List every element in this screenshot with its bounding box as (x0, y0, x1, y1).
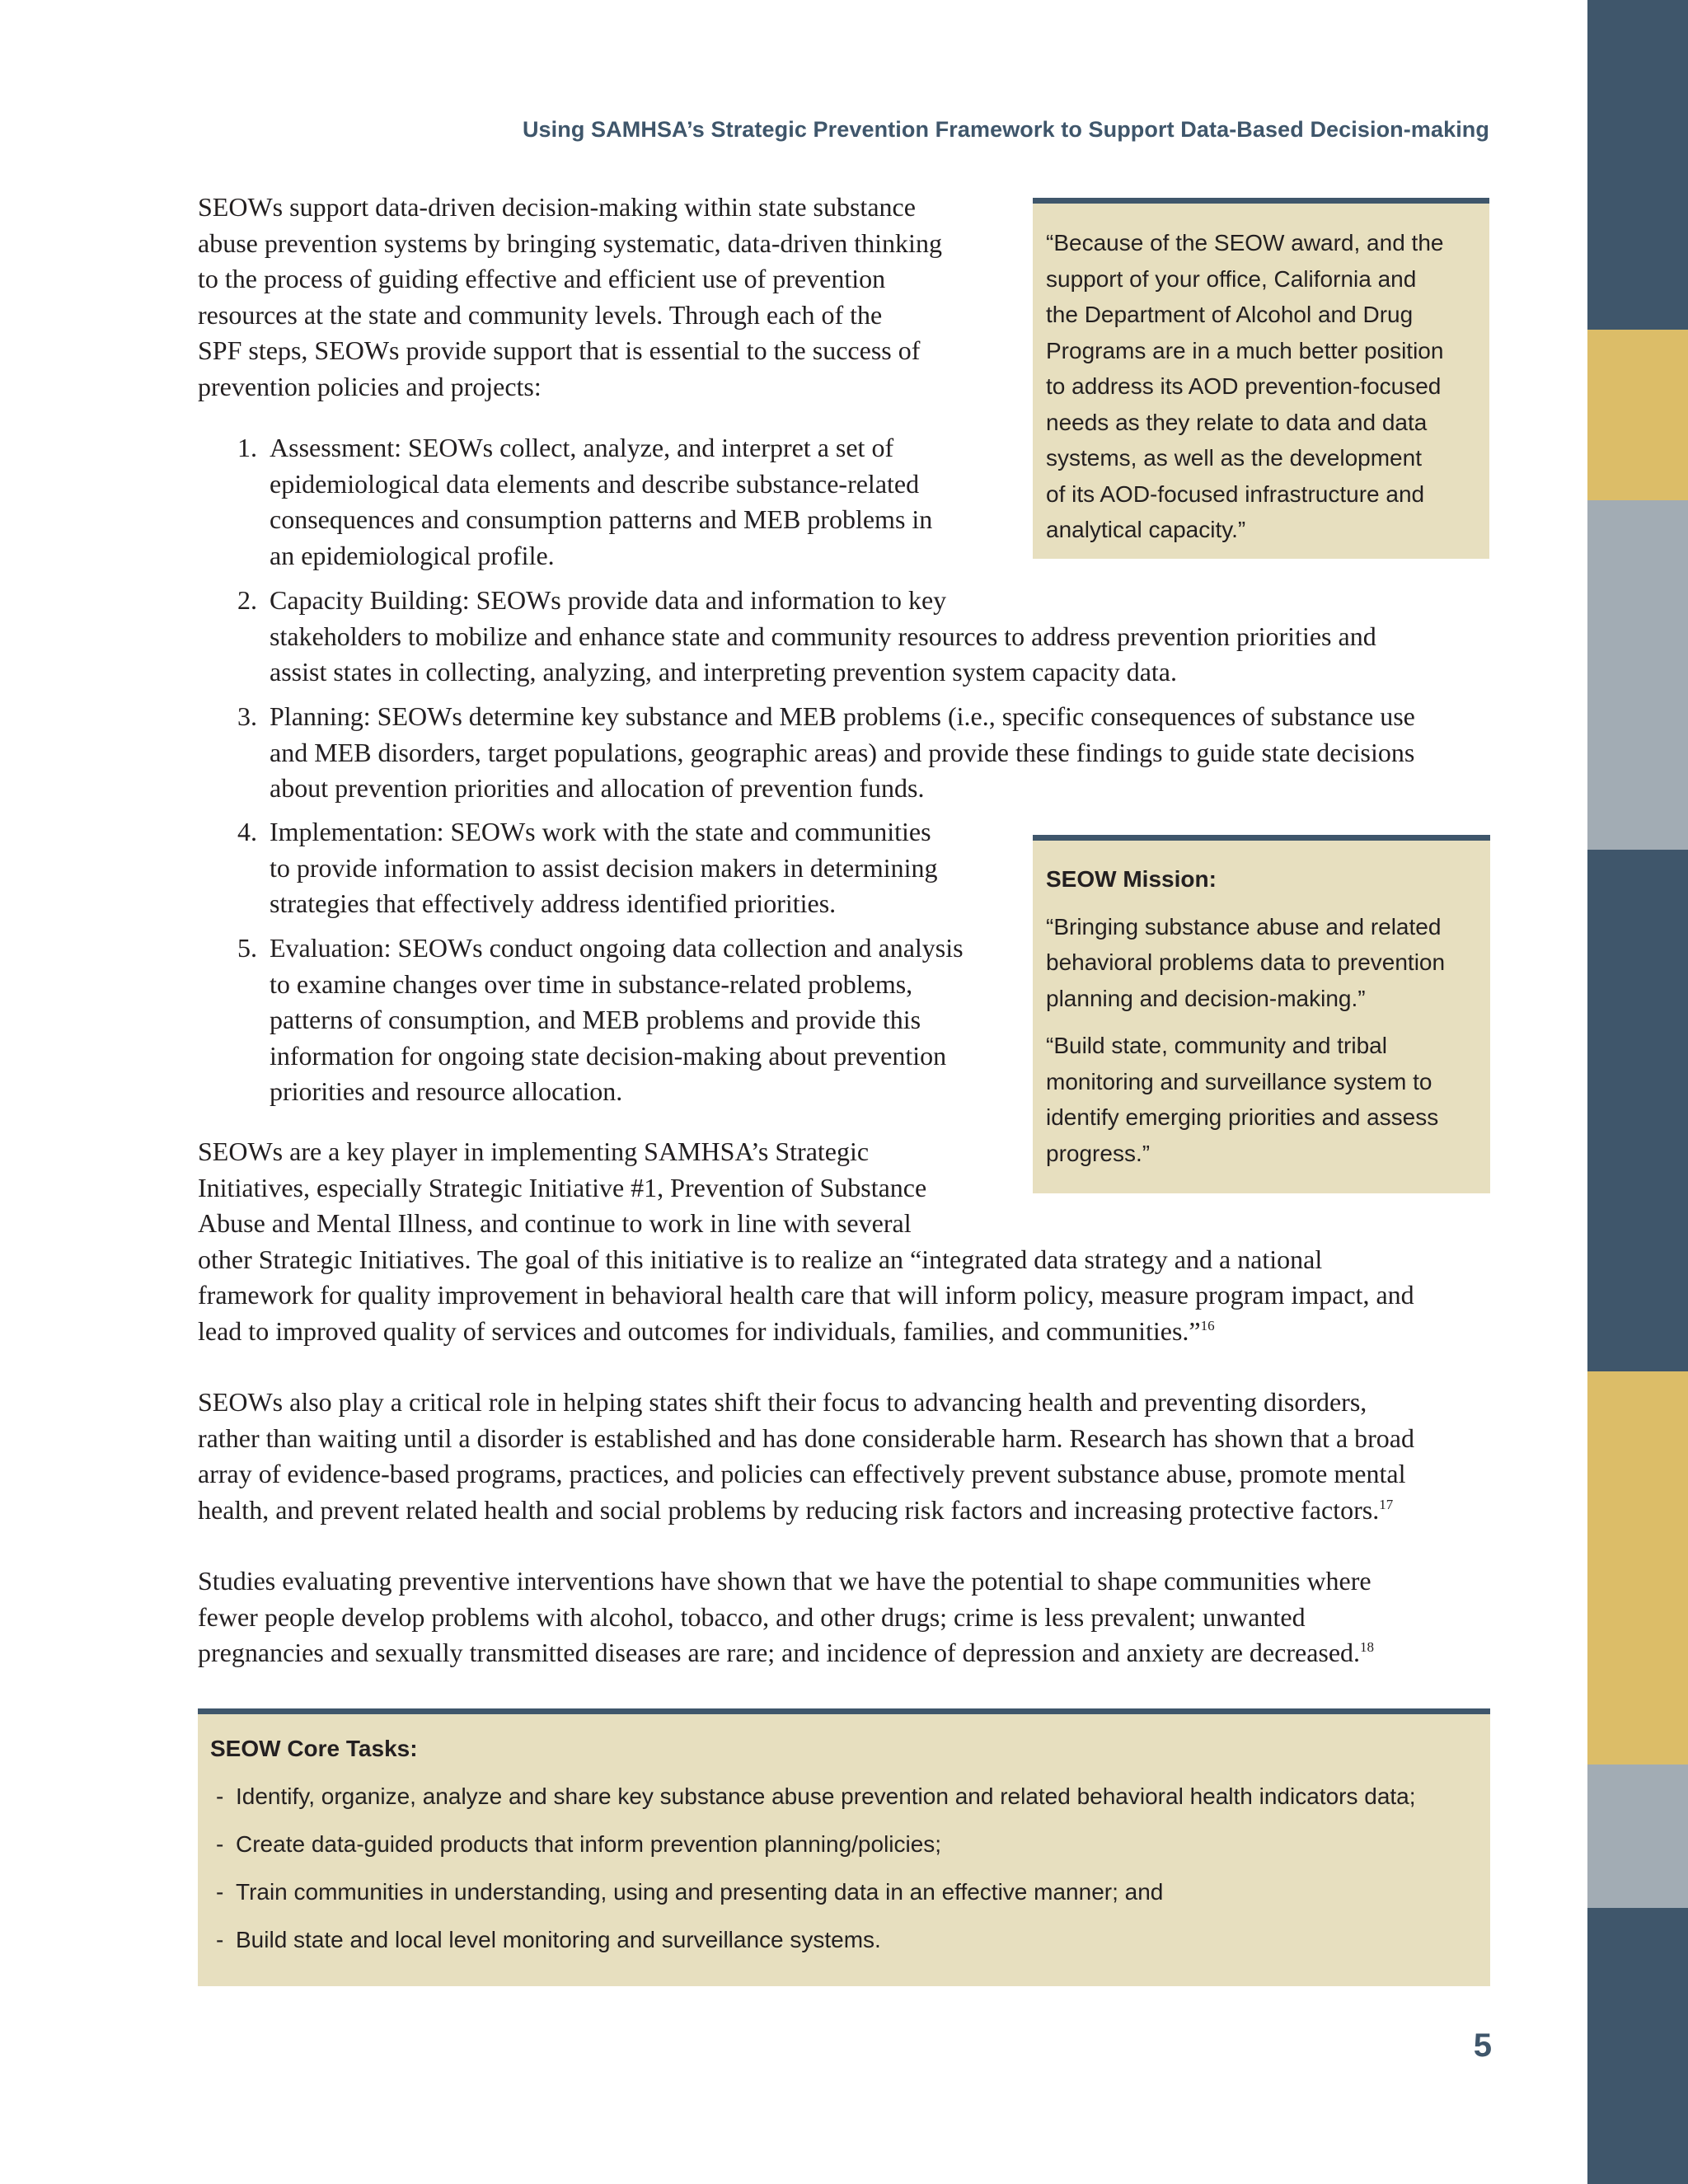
text-line: to examine changes over time in substance-related problems, (270, 968, 913, 999)
mission-quote (1046, 909, 1477, 1017)
text-line: needs as they relate to data and data (1046, 409, 1428, 435)
sidebar-band-gray (1587, 1765, 1688, 1908)
text-line: other Strategic Initiatives. The goal of this initiative is to realize an “integrated data strategy and a national (198, 1244, 1323, 1274)
text-line: strategies that effectively address identified priorities. (270, 888, 837, 918)
list-item-text (270, 930, 964, 1110)
list-item-text (270, 583, 1376, 691)
sidebar-band-navy (1587, 1908, 1688, 2184)
text-line: SEOWs are a key player in implementing SAMHSA’s Strategic (198, 1137, 870, 1166)
text-line: Abuse and Mental Illness, and continue to work in line with several (198, 1208, 912, 1238)
text-line: support of your office, California and (1046, 265, 1417, 292)
list-item-text: Create data-guided products that inform prevention planning/policies; (236, 1831, 942, 1857)
text-line: to the process of guiding effective and efficient use of prevention (198, 264, 886, 293)
text-line: Initiatives, especially Strategic Initiative #1, Prevention of Substance (198, 1172, 927, 1202)
text-line (198, 1314, 1414, 1350)
list-item-text (270, 814, 938, 922)
mission-quote (1046, 1028, 1477, 1171)
text-line: resources at the state and community levels. Through each of the (198, 299, 883, 330)
sidebar-band-gray (1587, 500, 1688, 850)
text-span: pregnancies and sexually transmitted diseases are rare; and incidence of depression and anxiety are decreased. (198, 1638, 1361, 1667)
callout-title: SEOW Mission: (1046, 866, 1217, 892)
text-line: array of evidence-based programs, practices, and policies can effectively prevent substance abuse, promote mental (198, 1459, 1406, 1488)
text-line: assist states in collecting, analyzing, and interpreting prevention system capacity data. (270, 657, 1177, 687)
list-number: 1. (237, 433, 257, 462)
text-line: Planning: SEOWs determine key substance and MEB problems (i.e., specific consequences of substance use (270, 701, 1415, 731)
text-line: stakeholders to mobilize and enhance state and community resources to address prevention priorities and (270, 621, 1376, 651)
text-line: planning and decision-making.” (1046, 985, 1366, 1011)
text-line: Studies evaluating preventive interventions have shown that we have the potential to shape communities where (198, 1566, 1372, 1596)
page-number: 5 (1473, 2027, 1492, 2064)
text-line: Capacity Building: SEOWs provide data and information to key (270, 585, 947, 615)
text-line: identify emerging priorities and assess (1046, 1104, 1439, 1130)
text-line: of its AOD-focused infrastructure and (1046, 480, 1425, 507)
core-tasks-callout (198, 1708, 1490, 1986)
text-line: to provide information to assist decision makers in determining (270, 852, 938, 883)
text-line (198, 1493, 1414, 1529)
text-line: to address its AOD prevention-focused (1046, 373, 1442, 399)
text-line: systems, as well as the development (1046, 445, 1422, 471)
list-number: 4. (237, 817, 257, 846)
list-item (210, 1877, 1477, 1908)
studies-paragraph (198, 1563, 1374, 1671)
text-line: an epidemiological profile. (270, 540, 555, 570)
text-line: progress.” (1046, 1140, 1151, 1166)
text-line: SEOWs support data-driven decision-making within state substance (198, 192, 916, 222)
list-item-text: Build state and local level monitoring and surveillance systems. (236, 1927, 881, 1952)
text-line: and MEB disorders, target populations, geographic areas) and provide these findings to guide state decisions (270, 737, 1415, 767)
sidebar-band-gold (1587, 1371, 1688, 1765)
callout-quote (1046, 225, 1476, 548)
text-line: patterns of consumption, and MEB problems and provide this (270, 1005, 921, 1034)
sidebar-band-navy (1587, 850, 1688, 1371)
sidebar-band-navy (1587, 0, 1688, 330)
text-line: analytical capacity.” (1046, 517, 1246, 542)
text-line (198, 1635, 1374, 1671)
text-line: “Because of the SEOW award, and the (1046, 230, 1444, 255)
text-line: consequences and consumption patterns and MEB problems in (270, 504, 933, 534)
list-item (210, 1829, 1477, 1860)
text-line: fewer people develop problems with alcohol, tobacco, and other drugs; crime is less prevalent; unwanted (198, 1601, 1306, 1632)
text-line: prevention policies and projects: (198, 371, 542, 401)
text-line: abuse prevention systems by bringing systematic, data-driven thinking (198, 227, 942, 258)
bullet-dash: - (216, 1927, 224, 1952)
text-line: epidemiological data elements and describe substance-related (270, 468, 920, 499)
sidebar-band-gold (1587, 330, 1688, 500)
text-line: behavioral problems data to prevention (1046, 949, 1446, 975)
text-line: Programs are in a much better position (1046, 337, 1444, 363)
text-line: rather than waiting until a disorder is established and has done considerable harm. Research has shown that a broad (198, 1422, 1414, 1453)
footnote-ref: 17 (1379, 1496, 1394, 1512)
bullet-dash: - (216, 1831, 224, 1857)
list-item (210, 1781, 1477, 1812)
list-item-text: Identify, organize, analyze and share key substance abuse prevention and related behavioral health indicators data; (236, 1783, 1416, 1809)
prevention-shift-paragraph (198, 1385, 1414, 1528)
list-item-text (270, 699, 1415, 807)
list-number: 5. (237, 933, 257, 963)
text-line: Assessment: SEOWs collect, analyze, and interpret a set of (270, 433, 894, 462)
text-line: priorities and resource allocation. (270, 1076, 623, 1106)
footnote-ref: 16 (1200, 1317, 1215, 1333)
list-item-text (270, 430, 932, 574)
text-span: lead to improved quality of services and outcomes for individuals, families, and communities.” (198, 1315, 1201, 1346)
list-item-text: Train communities in understanding, using and presenting data in an effective manner; and (236, 1879, 1164, 1905)
callout-title: SEOW Core Tasks: (210, 1736, 418, 1761)
text-line: Implementation: SEOWs work with the state and communities (270, 817, 931, 846)
text-line: SPF steps, SEOWs provide support that is essential to the success of (198, 335, 921, 365)
text-span: health, and prevent related health and social problems by reducing risk factors and increasing protective factors. (198, 1494, 1380, 1525)
text-line: information for ongoing state decision-making about prevention (270, 1040, 947, 1071)
bullet-dash: - (216, 1879, 224, 1905)
text-line: monitoring and surveillance system to (1046, 1068, 1432, 1094)
mission-callout (1033, 835, 1490, 1193)
text-line: Evaluation: SEOWs conduct ongoing data collection and analysis (270, 933, 964, 963)
text-line: framework for quality improvement in behavioral health care that will inform policy, measure program impact, and (198, 1280, 1414, 1310)
text-line: the Department of Alcohol and Drug (1046, 302, 1414, 327)
list-item (210, 1924, 1477, 1956)
list-number: 2. (237, 585, 257, 615)
text-line: “Build state, community and tribal (1046, 1033, 1387, 1058)
running-header: Using SAMHSA’s Strategic Prevention Framework to Support Data-Based Decision-making (522, 117, 1489, 142)
text-line: SEOWs also play a critical role in helping states shift their focus to advancing health and preventing disorders, (198, 1387, 1367, 1417)
text-line: “Bringing substance abuse and related (1046, 913, 1442, 940)
footnote-ref: 18 (1360, 1639, 1375, 1655)
text-line: about prevention priorities and allocation of prevention funds. (270, 773, 925, 803)
quote-callout (1033, 198, 1489, 559)
list-number: 3. (237, 701, 257, 731)
bullet-dash: - (216, 1783, 224, 1809)
intro-paragraph (198, 190, 942, 405)
decorative-sidebar (1587, 0, 1688, 2184)
